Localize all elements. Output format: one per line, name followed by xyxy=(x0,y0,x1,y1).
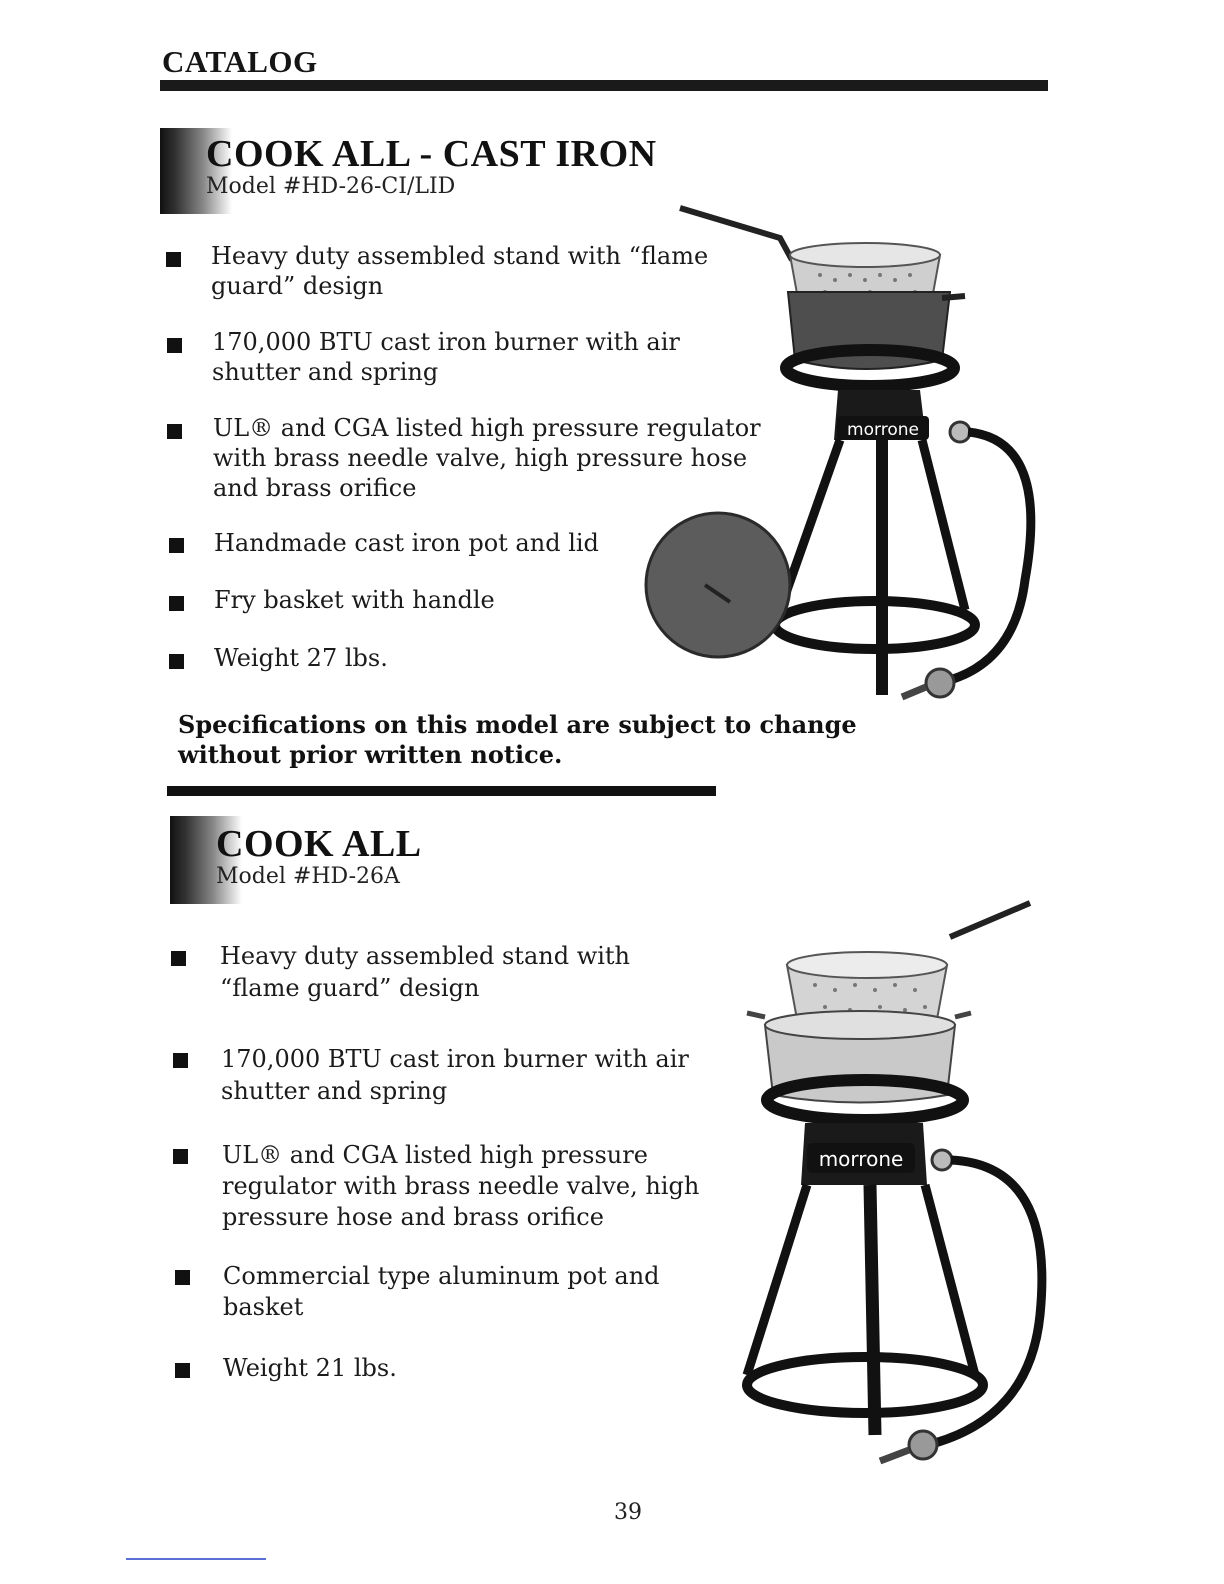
bullet xyxy=(173,1053,188,1068)
bullet xyxy=(171,951,186,966)
page-number: 39 xyxy=(614,1500,642,1525)
brand-logo: morrone xyxy=(847,420,919,440)
aluminum-cooker-image xyxy=(735,895,1055,1475)
feature-item: UL® and CGA listed high pressure regulator with brass needle valve, high pressure hose and brass orifice xyxy=(222,1141,700,1231)
feature-item: Fry basket with handle xyxy=(214,586,495,614)
bullet xyxy=(169,538,184,553)
feature-item: Weight 27 lbs. xyxy=(214,644,388,672)
section-divider xyxy=(167,786,716,796)
footer-line xyxy=(126,1558,266,1560)
section-title: COOK ALL - CAST IRON xyxy=(206,133,657,175)
bullet xyxy=(166,252,181,267)
bullet xyxy=(175,1363,190,1378)
feature-item: Weight 21 lbs. xyxy=(223,1354,397,1382)
catalog-header-title: CATALOG xyxy=(162,44,318,79)
feature-item: 170,000 BTU cast iron burner with air shutter and spring xyxy=(221,1045,689,1105)
spec-notice: Specifications on this model are subject to change without prior written notice. xyxy=(178,710,857,769)
model-number: Model #HD-26-CI/LID xyxy=(206,174,456,199)
bullet xyxy=(169,596,184,611)
bullet xyxy=(169,654,184,669)
section-title: COOK ALL xyxy=(216,823,422,865)
feature-item: UL® and CGA listed high pressure regulator with brass needle valve, high pressure hose and brass orifice xyxy=(213,414,761,502)
feature-item: Heavy duty assembled stand with “flame guard” design xyxy=(220,942,631,1002)
cast-iron-cooker-image xyxy=(630,200,1070,710)
brand-logo: morrone xyxy=(818,1147,904,1171)
feature-item: Commercial type aluminum pot and basket xyxy=(223,1262,660,1321)
bullet xyxy=(175,1270,190,1285)
feature-item: 170,000 BTU cast iron burner with air shutter and spring xyxy=(212,328,680,386)
bullet xyxy=(167,338,182,353)
bullet xyxy=(173,1149,188,1164)
bullet xyxy=(167,424,182,439)
model-number: Model #HD-26A xyxy=(216,864,400,889)
feature-item: Heavy duty assembled stand with “flame guard” design xyxy=(211,242,709,300)
header-rule xyxy=(160,80,1048,91)
feature-item: Handmade cast iron pot and lid xyxy=(214,529,599,557)
